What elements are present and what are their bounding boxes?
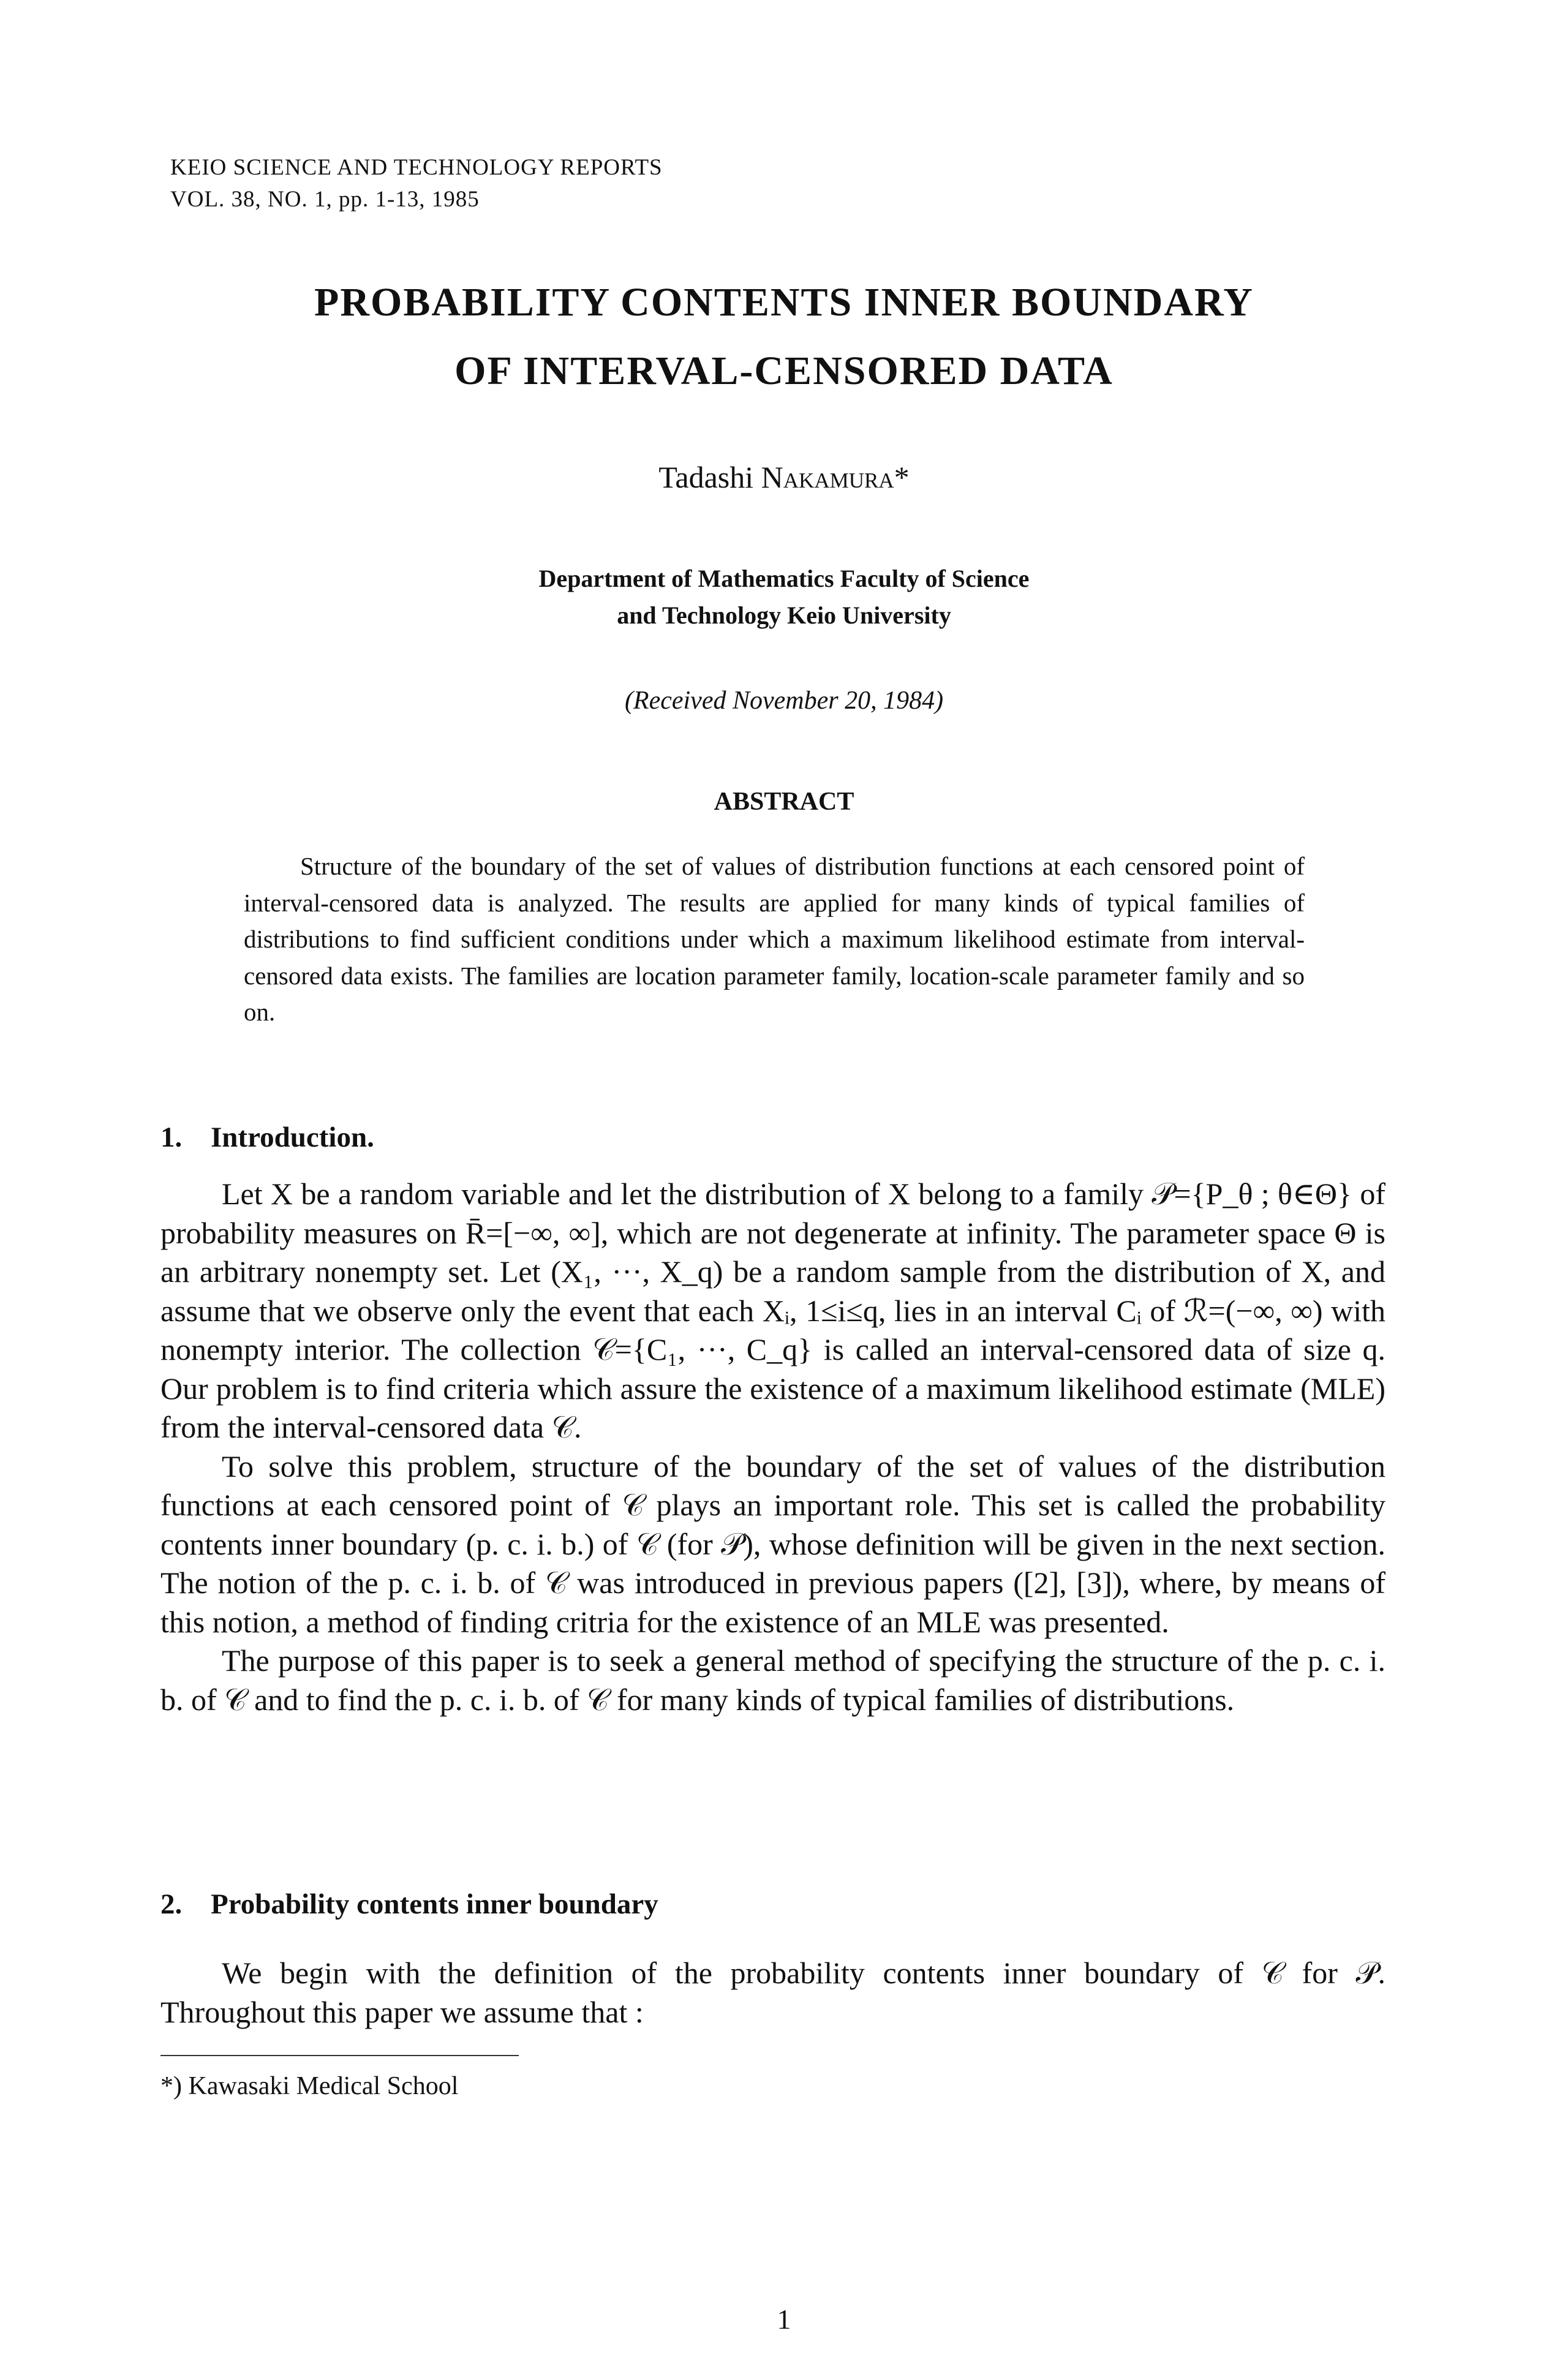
paragraph: We begin with the definition of the probability contents inner boundary of 𝒞 for 𝒫. Throughout this paper we assume that : — [160, 1956, 1385, 2029]
affiliation-line-1: Department of Mathematics Faculty of Science — [538, 565, 1030, 592]
affiliation-line-2: and Technology Keio University — [617, 601, 951, 629]
journal-header — [170, 152, 663, 216]
author-family-name: Nakamura — [761, 460, 894, 494]
section-number: 1. — [160, 1121, 183, 1153]
journal-volume: VOL. 38, NO. 1, pp. 1-13, 1985 — [170, 187, 480, 212]
paper-title — [0, 268, 1568, 405]
affiliation — [0, 560, 1568, 634]
section-title: Probability contents inner boundary — [211, 1888, 658, 1920]
section-body-introduction — [160, 1175, 1385, 1719]
title-line-1: PROBABILITY CONTENTS INNER BOUNDARY — [314, 280, 1254, 325]
footnote-divider — [160, 2055, 519, 2056]
page-number: 1 — [777, 2304, 791, 2335]
paragraph: To solve this problem, structure of the boundary of the set of values of the distribution functions at each censored point of 𝒞 plays an important role. This set is called the probability contents inner boundary (p. c. i. b.) of 𝒞 (for 𝒫), whose definition will be given in the next section. The notion of the p. c. i. b. of 𝒞 was introduced in previous papers ([2], [3]), where, by means of this notion, a method of finding critria for the existence of an MLE was presented. — [160, 1449, 1385, 1639]
section-heading-pcib — [160, 1888, 658, 1921]
author-given-name: Tadashi — [658, 460, 761, 494]
abstract-text: Structure of the boundary of the set of values of distribution functions at each censored point of interval-censored data is analyzed. The results are applied for many kinds of typical families of distributions to find sufficient conditions under which a maximum likelihood estimate from interval-censored data exists. The families are location parameter family, location-scale parameter family and so on. — [244, 852, 1305, 1026]
paragraph: The purpose of this paper is to seek a general method of specifying the structure of the p. c. i. b. of 𝒞 and to find the p. c. i. b. of 𝒞 for many kinds of typical families of distributions. — [160, 1643, 1385, 1717]
journal-name: KEIO SCIENCE AND TECHNOLOGY REPORTS — [170, 155, 663, 180]
section-heading-introduction — [160, 1121, 374, 1154]
title-line-2: OF INTERVAL-CENSORED DATA — [454, 349, 1114, 393]
author — [0, 459, 1568, 495]
abstract-heading: ABSTRACT — [714, 788, 854, 816]
section-body-pcib — [160, 1954, 1385, 2032]
section-title: Introduction. — [211, 1121, 374, 1153]
section-number: 2. — [160, 1888, 183, 1920]
author-footnote-mark: * — [894, 460, 910, 494]
paragraph: Let X be a random variable and let the distribution of X belong to a family 𝒫={P_θ ; θ∈Θ} of probability measures on R̄=[−∞, ∞], which are not degenerate at infinity. The parameter space Θ is an arbitrary nonempty set. Let (X₁, ···, X_q) be a random sample from the distribution of X, and assume that we observe only the event that each Xᵢ, 1≤i≤q, lies in an interval Cᵢ of ℛ=(−∞, ∞) with nonempty interior. The collection 𝒞={C₁, ···, C_q} is called an interval-censored data of size q. Our problem is to find criteria which assure the existence of a maximum likelihood estimate (MLE) from the interval-censored data 𝒞. — [160, 1177, 1385, 1444]
received-date: (Received November 20, 1984) — [624, 687, 944, 715]
footnote: *) Kawasaki Medical School — [160, 2072, 459, 2100]
